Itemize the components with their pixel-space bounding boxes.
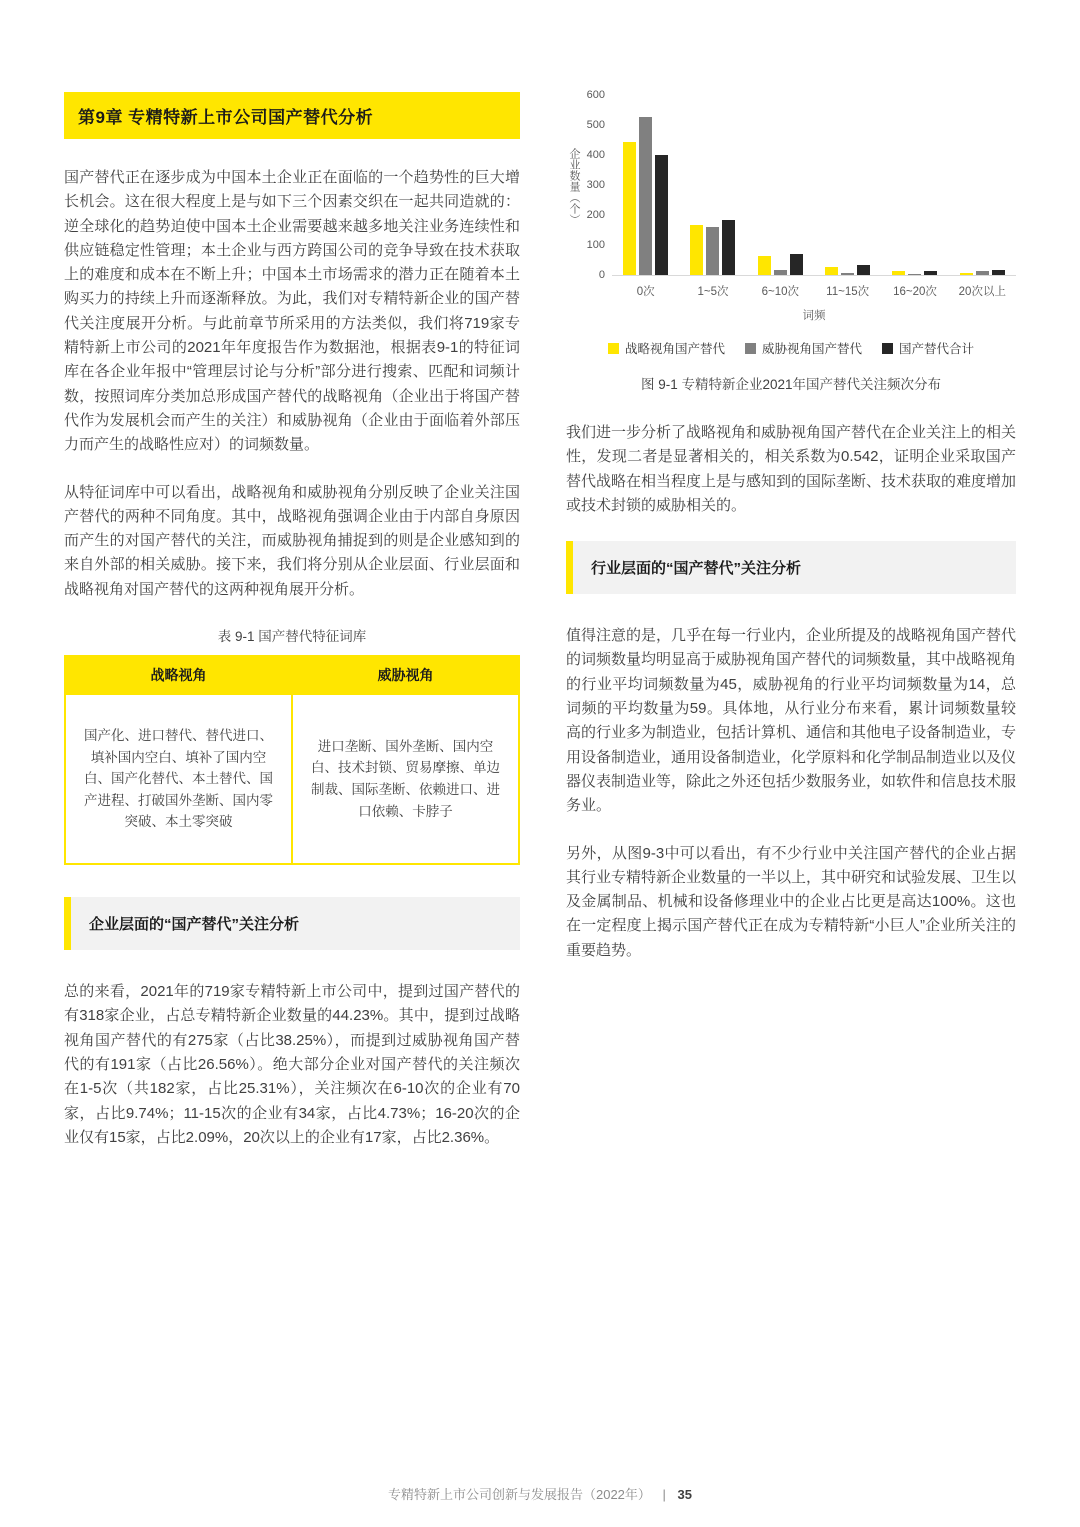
x-tick-label: 0次 — [636, 286, 655, 298]
footer-separator: | — [662, 1487, 666, 1502]
bar-group — [881, 96, 948, 275]
bar-group — [612, 96, 679, 275]
bar — [924, 271, 937, 276]
paragraph-industry-freq: 值得注意的是，几乎在每一行业内，企业所提及的战略视角国产替代的词频数量均明显高于威胁视角国产替代的词频数量，其中战略视角的行业平均词频数量为45，威胁视角的行业平均词频数量为14，总词频的平均数量为59。具体地，从行业分布来看，累计词频数量较高的行业多为制造业，包括计算机、通信和其他电子设备制造业，专用设备制造业，通用设备制造业，化学原料和化学制品制造业以及仪器仪表制造业等，除此之外还包括少数服务业，如软件和信息技术服务业。 — [566, 627, 1017, 815]
legend-swatch — [882, 343, 893, 354]
paragraph-company-stats: 总的来看，2021年的719家专精特新上市公司中，提到过国产替代的有318家企业，占总专精特新企业数量的44.23%。其中，提到过战略视角国产替代的有275家（占比38.25%），而提到过威胁视角国产替代的有191家（占比26.56%）。绝大部分企业对国产替代的关注频次在1-5次（共182家，占比25.31%），关注频次在6-10次的企业有70家，占比9.74%；11-15次的企业有34家，占比4.73%；16-20次的企业仅有15家，占比2.09%，20次以上的企业有17家，占比2.36%。 — [64, 983, 520, 1146]
bar — [960, 273, 973, 275]
legend-swatch — [745, 343, 756, 354]
legend-label: 国产替代合计 — [899, 342, 975, 356]
bar — [758, 256, 771, 275]
x-tick-label: 11~15次 — [826, 286, 870, 298]
legend-label: 威胁视角国产替代 — [761, 342, 862, 356]
bar — [908, 274, 921, 276]
chart-legend — [566, 339, 1016, 357]
paragraph-intro: 国产替代正在逐步成为中国本土企业正在面临的一个趋势性的巨大增长机会。这在很大程度上是与如下三个因素交织在一起共同造就的：逆全球化的趋势迫使中国本土企业需要越来越多地关注业务连续性和供应链稳定性管理；本土企业与西方跨国公司的竞争导致在技术获取上的难度和成本在不断上升；中国本土市场需求的潜力正在随着本土购买力的持续上升而逐渐释放。为此，我们对专精特新企业的国产替代关注度展开分析。与此前章节所采用的方法类似，我们将719家专精特新上市公司的2021年年度报告作为数据池，根据表9-1的特征词库在各企业年报中“管理层讨论与分析”部分进行搜索、匹配和词频计数，按照词库分类加总形成国产替代的战略视角（企业出于将国产替代作为发展机会而产生的关注）和威胁视角（企业由于面临着外部压力而产生的战略性应对）的词频数量。 — [64, 169, 520, 454]
x-tick-label: 6~10次 — [761, 286, 800, 298]
bar — [825, 267, 838, 275]
y-tick-label: 400 — [586, 149, 605, 161]
y-tick-label: 0 — [598, 269, 605, 281]
bar — [857, 265, 870, 275]
legend-label: 战略视角国产替代 — [624, 342, 725, 356]
x-tick-label: 1~5次 — [697, 286, 729, 298]
bar — [892, 271, 905, 275]
bar — [841, 273, 854, 275]
y-axis — [582, 89, 612, 281]
legend-item — [882, 339, 974, 357]
footer-page-number: 35 — [677, 1487, 693, 1502]
y-axis-title: 企业数量（个） — [568, 147, 580, 225]
feature-word-table — [64, 655, 520, 865]
plot-area — [612, 96, 1016, 323]
y-tick-label: 200 — [586, 209, 605, 221]
bar-group — [747, 96, 814, 275]
bar — [992, 270, 1005, 275]
bar — [706, 227, 719, 275]
section-heading-industry-level: 行业层面的“国产替代”关注分析 — [566, 541, 1016, 594]
right-column — [566, 89, 1017, 1173]
bar — [655, 155, 668, 275]
left-column — [64, 92, 520, 1173]
chart-plot-row — [566, 89, 1016, 323]
paragraph-perspectives: 从特征词库中可以看出，战略视角和威胁视角分别反映了企业关注国产替代的两种不同角度。其中，战略视角强调企业由于内部自身原因而产生的对国产替代的关注，而威胁视角捕捉到的则是企业感知到的来自外部的相关威胁。接下来，我们将分别从企业层面、行业层面和战略视角对国产替代的这两种视角展开分析。 — [64, 483, 520, 598]
table-cell-strategic-words: 国产化、进口替代、替代进口、填补国内空白、填补了国内空白、国产化替代、本土替代、国产进程、打破国外垄断、国内零突破、本土零突破 — [65, 694, 292, 864]
bar-group — [814, 96, 881, 275]
x-axis-labels — [612, 276, 1016, 299]
bar — [774, 270, 787, 275]
table-row — [65, 694, 519, 864]
paragraph-correlation: 我们进一步分析了战略视角和威胁视角国产替代在企业关注上的相关性，发现二者是显著相关的，相关系数为0.542，证明企业采取国产替代战略在相当程度上是与感知到的国际垄断、技术获取的难度增加或技术封锁的威胁相关的。 — [566, 424, 1017, 514]
bar — [976, 271, 989, 275]
section-heading-company-level: 企业层面的“国产替代”关注分析 — [64, 897, 520, 950]
x-axis-title: 词频 — [802, 310, 826, 322]
bar — [790, 254, 803, 275]
y-tick-label: 100 — [586, 239, 605, 251]
table-header-threat: 威胁视角 — [292, 656, 519, 694]
page-footer — [0, 1484, 1080, 1503]
y-tick-label: 500 — [586, 119, 605, 131]
legend-swatch — [608, 343, 619, 354]
figure-caption: 图 9-1 专精特新企业2021年国产替代关注频次分布 — [640, 377, 942, 392]
y-tick-label: 300 — [586, 179, 605, 191]
legend-item — [608, 339, 725, 357]
grouped-bar-chart — [566, 89, 1016, 357]
bar — [722, 220, 735, 275]
bar — [690, 225, 703, 275]
table-cell-threat-words: 进口垄断、国外垄断、国内空白、技术封锁、贸易摩擦、单边制裁、国际垄断、依赖进口、进口依赖、卡脖子 — [292, 694, 519, 864]
bar — [623, 142, 636, 275]
legend-item — [745, 339, 862, 357]
chapter-title: 第9章 专精特新上市公司国产替代分析 — [64, 92, 520, 139]
y-tick-label: 600 — [586, 89, 605, 101]
x-tick-label: 16~20次 — [893, 286, 937, 298]
table-header-row — [65, 656, 519, 694]
bar — [639, 117, 652, 275]
x-tick-label: 20次以上 — [958, 286, 1006, 298]
table-header-strategic: 战略视角 — [65, 656, 292, 694]
bars-area — [612, 96, 1016, 276]
bar-group — [949, 96, 1016, 275]
bar-group — [679, 96, 746, 275]
paragraph-industry-share: 另外，从图9-3中可以看出，有不少行业中关注国产替代的企业占据其行业专精特新企业数量的一半以上，其中研究和试验发展、卫生以及金属制品、机械和设备修理业中的企业占比更是高达100%。这也在一定程度上揭示国产替代正在成为专精特新“小巨人”企业所关注的重要趋势。 — [566, 844, 1017, 959]
footer-report-title: 专精特新上市公司创新与发展报告（2022年） — [387, 1487, 651, 1502]
table-caption: 表 9-1 国产替代特征词库 — [217, 629, 367, 645]
